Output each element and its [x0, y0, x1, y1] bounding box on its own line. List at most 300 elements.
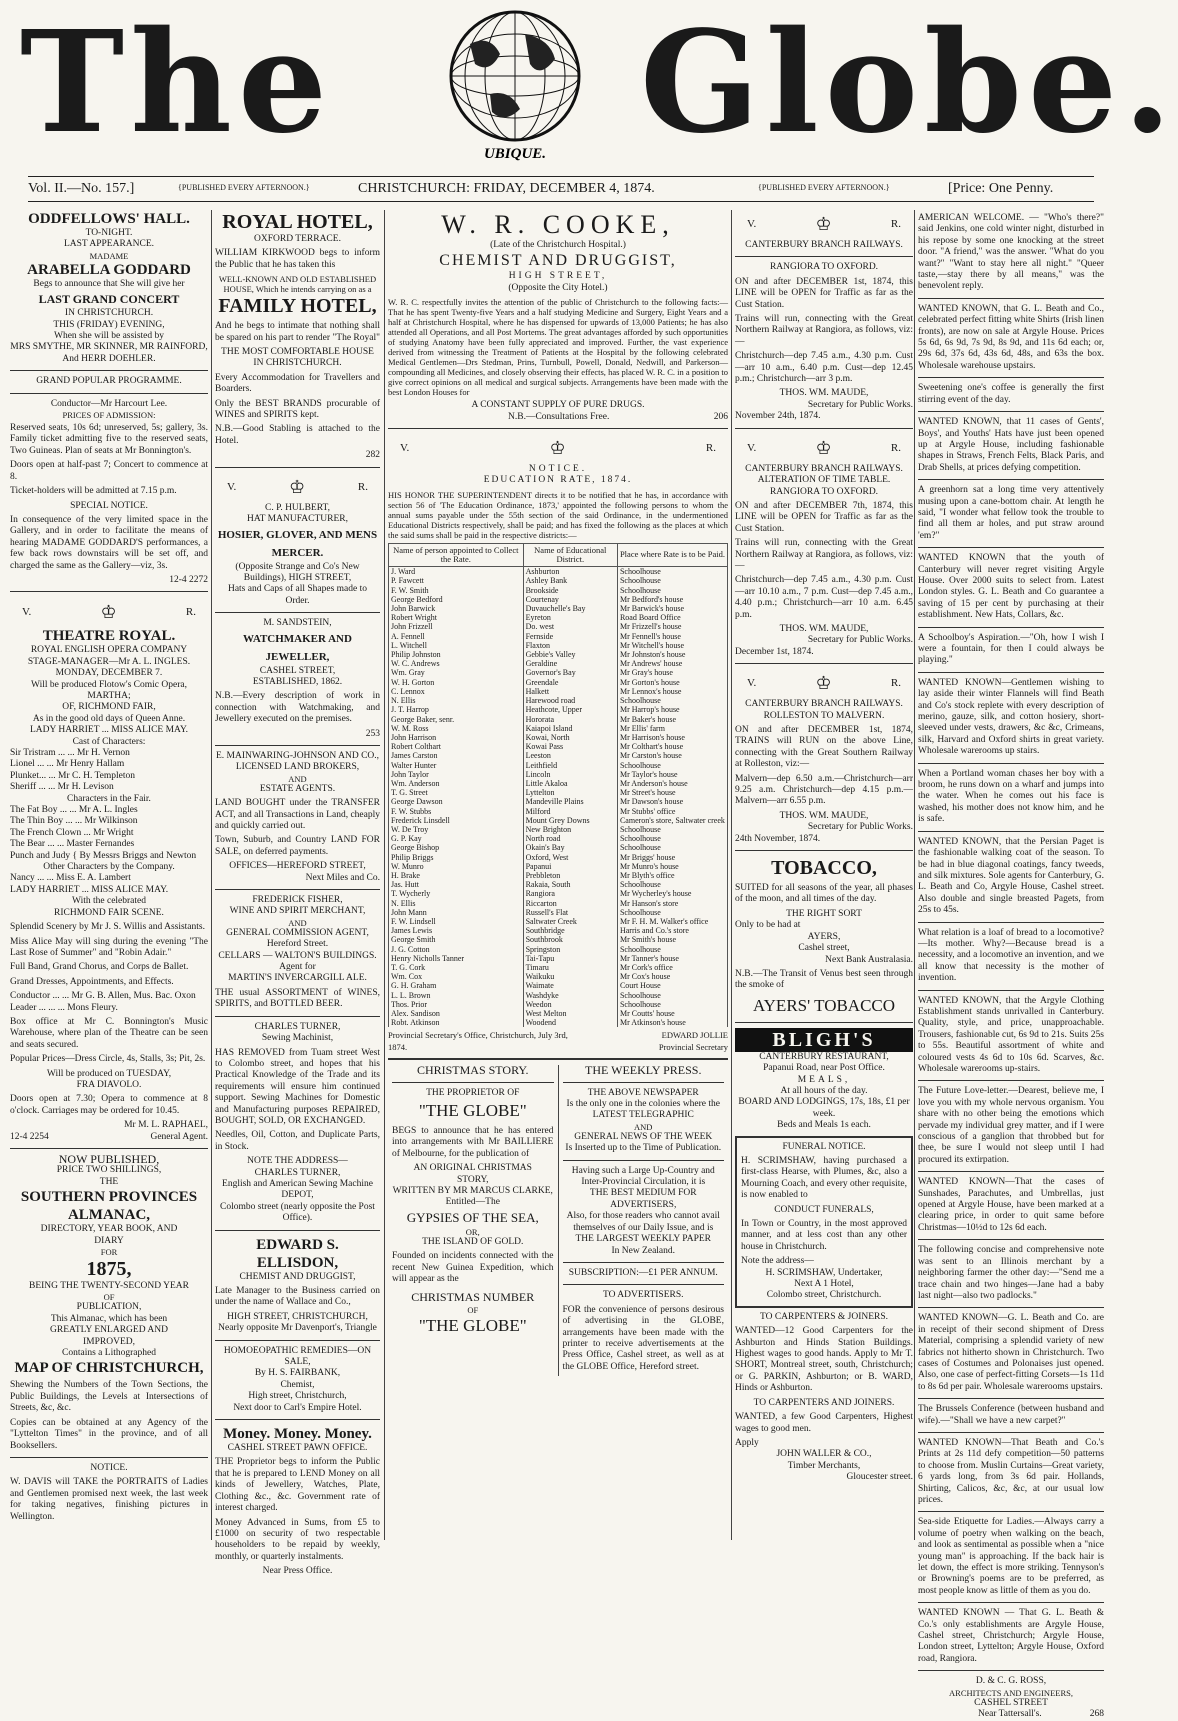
ad-text: General Agent. — [150, 1131, 208, 1142]
masthead-title-right: Globe. — [640, 1, 1178, 165]
table-cell: Oxford, West — [523, 853, 617, 862]
ad-text: BOARD AND LODGINGS, 17s, 18s, £1 per week. — [738, 1097, 910, 1119]
table-cell: Southbridge — [523, 926, 617, 935]
ad-text: HIGH STREET, — [508, 271, 608, 282]
ad-text: FRA DIAVOLO. — [76, 1079, 142, 1090]
ad-text: CHARLES TURNER, — [254, 1167, 341, 1178]
ad-text: Next A 1 Hotel, — [794, 1279, 854, 1290]
table-cell: North road — [523, 834, 617, 843]
table-cell: George Smith — [389, 935, 524, 944]
ad-text: SUBSCRIPTION:—£1 PER ANNUM. — [568, 1267, 718, 1278]
ad-text: Money Advanced in Sums, from £5 to £1000 on security of two respectable householders to be repaid by weekly, monthly, or quarterly instalments. — [215, 1517, 380, 1562]
table-cell: N. Ellis — [389, 899, 524, 908]
ad-text: Shewing the Numbers of the Town Sections, the Public Buildings, the Levels at Intersections of Streets, &c, &c. — [10, 1380, 208, 1414]
ad-text: ROYAL ENGLISH OPERA COMPANY — [30, 645, 188, 656]
table-cell: Mr Harrop's house — [617, 705, 727, 714]
table-cell: Mr Lennox's house — [617, 687, 727, 696]
table-cell: Lyttelton — [523, 788, 617, 797]
ad-text: At all hours of the day. — [780, 1085, 868, 1096]
ad-text: Christchurch—dep 7.45 a.m., 4.30 p.m. Cust—arr 10 a.m., 6.40 p.m. Cust—dep 12.45 p.m.; Christchurch—arr 3 p.m. — [735, 351, 913, 385]
ad-heading: EDWARD S. ELLISDON, — [256, 1236, 339, 1271]
table-row — [389, 724, 728, 733]
table-cell: G. P. Kay — [389, 834, 524, 843]
table-cell: Schoolhouse — [617, 586, 727, 595]
railway-heading: CANTERBURY BRANCH RAILWAYS. — [745, 463, 903, 474]
cast-item: LADY HARRIET ... MISS ALICE MAY. — [10, 884, 169, 895]
table-cell: Wm. Cox — [389, 972, 524, 981]
table-cell: George Dawson — [389, 797, 524, 806]
ad-text: THE — [99, 1176, 119, 1187]
table-cell: Brookside — [523, 586, 617, 595]
table-cell: John Harrison — [389, 733, 524, 742]
table-cell: Timaru — [523, 963, 617, 972]
table-row — [389, 889, 728, 898]
ad-text: CASHEL STREET PAWN OFFICE. — [227, 1443, 368, 1454]
ad-text: OFFICES—HEREFORD STREET, — [229, 861, 366, 872]
table-row — [389, 632, 728, 641]
table-cell: T. Wycherly — [389, 889, 524, 898]
cast-item: Characters in the Fair. — [67, 793, 151, 804]
ad-text: Every Accommodation for Travellers and Boarders. — [215, 372, 380, 395]
crest-icon: ♔ — [815, 437, 832, 458]
ad-text: (Late of the Christchurch Hospital.) — [490, 240, 626, 250]
ad-text: WANTED, a few Good Carpenters, Highest wages to good men. — [735, 1412, 913, 1434]
ad-text: ROLLESTON TO MALVERN. — [763, 710, 885, 721]
crest-icon: ♔ — [815, 673, 832, 694]
table-cell: Papanui — [523, 862, 617, 871]
ad-text: PUBLICATION, — [76, 1302, 142, 1313]
table-cell: Rakaia, South — [523, 880, 617, 889]
motto: UBIQUE. — [483, 146, 547, 162]
weekly-press-heading: THE WEEKLY PRESS. — [585, 1063, 702, 1078]
table-cell: Leeston — [523, 751, 617, 760]
ad-text: MONDAY, DECEMBER 7. — [55, 668, 163, 679]
ad-ref: 12-4 2272 — [169, 574, 208, 585]
ad-heading: ARABELLA GODDARD — [27, 261, 191, 278]
ad-text: Hats and Caps of all Shapes made to Order. — [227, 584, 368, 606]
ad-text: MADAME — [89, 250, 129, 261]
table-row — [389, 917, 728, 926]
ad-text: Grand Dresses, Appointments, and Effects. — [10, 976, 174, 987]
table-cell: Kaiapoi Island — [523, 724, 617, 733]
cast-item: Lionel ... ... Mr Henry Hallam — [10, 759, 125, 770]
table-row — [389, 926, 728, 935]
table-cell: Philip Johnston — [389, 650, 524, 659]
ad-text: BEING THE TWENTY-SECOND YEAR — [29, 1281, 189, 1292]
table-cell: N. Ellis — [389, 696, 524, 705]
ad-text: MARTHA; — [87, 690, 131, 701]
column-item: WANTED KNOWN, that 11 cases of Gents', Boys', and Youths' Hats have just been opened up at Argyle House, including fashionable shapes in Straws, French Felts, Black Paris, and Drab Shells, at prices defying competition. — [918, 417, 1104, 473]
ad-text: ARCHITECTS AND ENGINEERS, — [949, 1687, 1073, 1698]
ad-text: Cast of Characters: — [72, 736, 146, 747]
ad-text: Begs to announce that She will give her — [33, 278, 185, 289]
table-row — [389, 871, 728, 880]
ad-text: Christchurch—dep 7.45 a.m., 4.30 p.m. Cust—arr 10.10 a.m., 7 p.m. Cust—dep 7.45 a.m., 4.40 p.m.; Christchurch—arr 10 a.m. 6.45 p.m. — [735, 575, 913, 620]
table-cell: Schoolhouse — [617, 908, 727, 917]
column-item: The Future Love-letter.—Dearest, believe me, I love you with my whole nervous organism. You share with no other being the emotions which pervade my individual grey matter, and if I were conscious of a ganglion that throbbed but for thee, be sure I would not sleep until I had procured its extirpation. — [918, 1086, 1104, 1165]
ad-text: OR, — [465, 1226, 480, 1237]
ad-text: MRS SMYTHE, MR SKINNER, MR RAINFORD, And HERR DOEHLER. — [10, 342, 208, 364]
column-item: WANTED KNOWN that the youth of Canterbury will never regret visiting Argyle House. Over 2000 suits to select from. Latest London styles. G. L. Beath and Co guarantee a saving of 15 per cent by purchasing at their establishment. New Hats, Collars, &c. — [918, 553, 1104, 621]
ad-text: THOS. WM. MAUDE, — [779, 388, 869, 399]
ad-text: HIGH STREET, CHRISTCHURCH, — [227, 1311, 368, 1322]
ad-heading: EDUCATION RATE, 1874. — [483, 475, 633, 486]
ad-text: THOS. WM. MAUDE, — [779, 623, 869, 634]
table-cell: Lincoln — [523, 770, 617, 779]
oddfellows-hall: ODDFELLOWS' HALL. — [28, 211, 190, 227]
table-row — [389, 954, 728, 963]
ad-text: Popular Prices—Dress Circle, 4s, Stalls, 3s; Pit, 2s. — [10, 1054, 206, 1065]
ad-text: LAND BOUGHT under the TRANSFER ACT, and all Transactions in Land, cheaply and quickly carried out. — [215, 798, 380, 831]
table-row — [389, 576, 728, 585]
ad-text: Only the BEST BRANDS procurable of WINES and SPIRITS kept. — [215, 398, 380, 421]
ad-text: AN ORIGINAL CHRISTMAS — [413, 1163, 532, 1174]
table-row — [389, 705, 728, 714]
table-cell: Southbrook — [523, 935, 617, 944]
ad-text: AYERS, — [807, 931, 841, 942]
table-cell: L. L. Brown — [389, 991, 524, 1000]
ayers-tobacco-heading: AYERS' TOBACCO — [752, 995, 896, 1015]
table-cell: W. De Troy — [389, 825, 524, 834]
ad-text: LAST APPEARANCE. — [63, 239, 155, 250]
issue-date: CHRISTCHURCH: FRIDAY, DECEMBER 4, 1874. — [358, 181, 655, 196]
ad-text: CASHEL STREET — [974, 1697, 1048, 1708]
royal-crest — [10, 597, 208, 627]
ad-text: Having such a Large Up-Country and Inter-Provincial Circulation, it is — [571, 1165, 715, 1188]
ad-text: SUITED for all seasons of the year, all phases of the moon, and all times of the day. — [735, 883, 913, 905]
ad-text: Timber Merchants, — [787, 1460, 861, 1471]
table-cell: Mr Street's house — [617, 788, 727, 797]
crest-icon: ♔ — [100, 601, 117, 622]
ad-heading: TO CARPENTERS & JOINERS. — [759, 1311, 889, 1322]
ad-text: WANTED—12 Good Carpenters for the Ashburton and Hinds Station Buildings. Highest wages to good hands. Apply to Mr T. SHORT, Montreal street, south, Christchurch; or G. PARKIN, Ashburton; or B. WARD, Hinds or Ashburton. — [735, 1326, 913, 1394]
table-cell: Eyreton — [523, 613, 617, 622]
ad-text: W. DAVIS will TAKE the PORTRAITS of Ladies and Gentlemen promised next week, the last week for taking negatives, finishing pictures in Wellington. — [10, 1477, 208, 1522]
ad-heading: M. SANDSTEIN, — [263, 618, 332, 629]
ad-text: THOS. WM. MAUDE, — [779, 810, 869, 821]
ad-text: OF, RICHMOND FAIR, — [62, 702, 156, 713]
ad-text: Entitled—The — [445, 1197, 500, 1208]
ad-text: N.B.—The Transit of Venus best seen through the smoke of — [735, 968, 913, 991]
crest-r: R. — [705, 442, 716, 455]
table-cell: Harewood road — [523, 696, 617, 705]
railway-heading: CANTERBURY BRANCH RAILWAYS. — [745, 699, 903, 710]
table-row — [389, 770, 728, 779]
table-row — [389, 972, 728, 981]
ad-text: Secretary for Public Works. — [807, 399, 913, 410]
ad-heading: FREDERICK FISHER, — [252, 895, 343, 906]
ad-text: THE BEST MEDIUM FOR ADVERTISERS, — [589, 1188, 697, 1210]
table-row — [389, 779, 728, 788]
crest-v: V. — [747, 441, 757, 454]
ad-text: Full Band, Grand Chorus, and Corps de Ballet. — [10, 962, 189, 973]
ad-text: Reserved seats, 10s 6d; unreserved, 5s; gallery, 3s. Family ticket admitting five to the reserved seats, Two Guineas. Plan of seats at Mr Bonnington's. — [10, 423, 208, 456]
table-cell: W. Munro — [389, 862, 524, 871]
table-cell: Springston — [523, 945, 617, 954]
ad-text: W. R. C. respectfully invites the attention of the public of Christchurch to the following facts:—That he has spent Twenty-five Years and a half studying Medicine and Surgery, Eight Years and a half at Christchurch Hospital, where he has dispensed for upwards of 13,000 Patients; he has also attended all Operations, and all Post Mortems. The great advantages afforded by such opportunities of studying Anatomy have been fully appreciated and improved. Further, the vast experience derived from witnessing the Treatment of Patients at the Hospital by the following celebrated Medical Gentlemen—Drs Stedman, Prins, Turnbull, Powell, Donald, Nedwill, and Parkerson—compounding all Medicines, and closely observing their effects, has placed W. R. C. in a position to give correct opinions on all medical and surgical subjects. Arrangements have been made with the best London Houses for — [388, 297, 728, 398]
table-cell: Mr Frizzell's house — [617, 622, 727, 631]
table-cell: Mr Barwick's house — [617, 604, 727, 613]
cast-item: Nancy ... ... Miss E. A. Lambert — [10, 873, 131, 884]
crest-v: V. — [747, 677, 757, 690]
cast-item: Other Characters by the Company. — [43, 862, 175, 873]
now-published: NOW PUBLISHED, — [58, 1152, 160, 1166]
table-cell: Greendale — [523, 678, 617, 687]
ad-text: ALTERATION OF TIME TABLE. — [757, 475, 891, 486]
table-row — [389, 650, 728, 659]
ad-text: THE LARGEST WEEKLY PAPER — [575, 1234, 711, 1245]
table-cell: L. Witchell — [389, 641, 524, 650]
ad-text: High street, Christchurch, — [248, 1391, 347, 1402]
table-cell: Mr Taylor's house — [617, 770, 727, 779]
table-cell: George Bishop — [389, 843, 524, 852]
table-cell: Milford — [523, 807, 617, 816]
ad-text: Only to be had at — [735, 920, 801, 931]
table-row — [389, 668, 728, 677]
table-cell: Mr Tanner's house — [617, 954, 727, 963]
column-item: WANTED KNOWN — That G. L. Beath & Co.'s only establishments are Argyle House, Cashel street, Christchurch; Argyle House, London street, Lyttelton; Argyle House, Oxford road, Rangiora. — [918, 1608, 1104, 1664]
ad-ref: 268 — [1089, 1709, 1104, 1720]
table-cell: Schoolhouse — [617, 696, 727, 705]
ad-text: In Town or Country, in the most approved manner, and at less cost than any other house in Christchurch. — [741, 1219, 907, 1252]
ad-text: HAT MANUFACTURER, — [247, 514, 348, 525]
ad-text: RICHMOND FAIR SCENE. — [54, 907, 164, 918]
table-row — [389, 862, 728, 871]
theatre-royal-heading: THEATRE ROYAL. — [42, 628, 176, 645]
ad-text: Contains a Lithographed — [62, 1348, 156, 1359]
ad-text: CASHEL STREET, — [259, 665, 336, 676]
ad-text: TO ADVERTISERS. — [602, 1290, 684, 1301]
ad-text: Papanui Road, near Post Office. — [763, 1063, 885, 1074]
ad-text: Splendid Scenery by Mr J. S. Willis and Assistants. — [10, 922, 205, 933]
table-cell: Mr Colthart's house — [617, 742, 727, 751]
ad-text: BEGS to announce that he has entered into arrangements with Mr BAILLIERE of Melbourne, for the publication of — [392, 1126, 554, 1159]
table-header: Name of Educational District. — [523, 543, 617, 566]
ad-text: STORY, — [456, 1174, 489, 1185]
cast-item: The Bear ... ... Master Fernandes — [10, 839, 135, 850]
table-cell: Ashley Bank — [523, 576, 617, 585]
ad-heading: GYPSIES OF THE SEA, — [406, 1209, 539, 1225]
education-rate-table — [388, 543, 728, 1028]
ad-text: Is the only one in the colonies where the — [566, 1099, 721, 1110]
table-cell: Mr Cork's office — [617, 963, 727, 972]
ad-text: Miss Alice May will sing during the evening "The Last Rose of Summer" and "Robin Adair." — [10, 936, 208, 958]
table-row — [389, 687, 728, 696]
table-cell: Mr Johnston's house — [617, 650, 727, 659]
ad-text: ON and after DECEMBER 1st, 1874, this LINE will be OPEN for Traffic as far as the Cust Station. — [735, 276, 913, 310]
crest-r: R. — [890, 677, 901, 690]
table-cell: Mr Blyth's office — [617, 871, 727, 880]
ad-text: AND — [288, 773, 307, 784]
table-cell: George Bedford — [389, 595, 524, 604]
ad-text: Trains will run, connecting with the Great Northern Railway at Rangiora, as follows, viz:— — [735, 314, 913, 347]
column-item: WANTED KNOWN—G. L. Beath and Co. are in receipt of their second shipment of Dress Material, comprising a splendid variety of new fabrics not hitherto shown in Christchurch. Two cases of Costumes and Polonaises just opened. Also, one case of perfect-fitting Corsets—1s 11d to 8s 6d per pair. Wholesale warerooms upstairs. — [918, 1313, 1104, 1392]
ad-text: EDWARD JOLLIE — [661, 1030, 728, 1041]
cast-item: Punch and Judy { By Messrs Briggs and Newton — [10, 850, 197, 861]
table-cell: New Brighton — [523, 825, 617, 834]
table-cell: Halkett — [523, 687, 617, 696]
column-item: WANTED KNOWN—That Beath and Co.'s Prints at 2s 11d defy competition—50 patterns to choose from. Muslin Curtains—Great variety, 6 yards long, from 3s 6d pair. Hollands, Shirting, Calicos, &c, &c, at our usual low prices. — [918, 1437, 1104, 1505]
column-item: Sweetening one's coffee is generally the first stirring event of the day. — [918, 383, 1104, 405]
ad-text: STAGE-MANAGER—Mr A. L. INGLES. — [27, 656, 191, 667]
table-cell: Mr F. H. M. Walker's office — [617, 917, 727, 926]
table-cell: Mr Cox's house — [617, 972, 727, 981]
ad-heading: CHRISTMAS NUMBER — [411, 1289, 535, 1304]
ad-text: This Almanac, which has been — [50, 1313, 168, 1324]
table-cell: Do. west — [523, 622, 617, 631]
ad-text: JOHN WALLER & CO., — [776, 1449, 872, 1460]
ad-text: Trains will run, connecting with the Great Northern Railway at Rangiora, as follows, viz:— — [735, 538, 913, 571]
table-cell: F. W. Stubbs — [389, 807, 524, 816]
ad-text: 24th November, 1874. — [735, 833, 821, 844]
table-cell: Geraldine — [523, 659, 617, 668]
ad-text: IN CHRISTCHURCH. — [64, 308, 154, 319]
ad-text: English and American Sewing Machine — [222, 1178, 373, 1189]
column-item: When a Portland woman chases her boy with a broom, he runs down on a wharf and jumps into the water. When he comes out his face is washed, his mother does not know him, and he is safe. — [918, 768, 1104, 825]
column-item: What relation is a loaf of bread to a locomotive?—Its mother. Why?—Because bread is a necessity, and a locomotive an invention, and we all know that necessity is the mother of invention. — [918, 927, 1104, 984]
ad-text: MARTIN'S INVERCARGILL ALE. — [228, 973, 367, 984]
ad-ref: 206 — [713, 411, 728, 422]
table-cell: Washdyke — [523, 991, 617, 1000]
table-cell: T. G. Street — [389, 788, 524, 797]
table-cell: Mr Ellis' farm — [617, 724, 727, 733]
table-row — [389, 963, 728, 972]
table-cell: A. Fennell — [389, 632, 524, 641]
table-cell: John Barwick — [389, 604, 524, 613]
column-item: WANTED KNOWN—Gentlemen wishing to lay aside their winter Flannels will find Beath and Co's stock replete with every description of merino, gauze, silk, and cotton hosiery, short-sleeved under vests, drawers, &c &c, Crimeans, silk, Harvard and Oxford shirts in great variety. Wholesale warerooms up stairs. — [918, 677, 1104, 757]
volume-number: Vol. II.—No. 157.] — [28, 181, 135, 196]
table-row — [389, 788, 728, 797]
table-row — [389, 1000, 728, 1009]
ad-heading: "THE GLOBE" — [418, 1101, 527, 1121]
column-item: Sea-side Etiquette for Ladies.—Always carry a volume of poetry when walking on the beach, and look as sentimental as possible when a "nice young man" is approaching. If the back hair is let down, the effect is more striking. Tennyson's or Browning's poems are to be preferred, as most people know as little of them as you do. — [918, 1517, 1104, 1596]
crest-r: R. — [185, 605, 196, 618]
ad-text: Agent for — [279, 962, 316, 973]
ad-heading: E. MAINWARING-JOHNSON AND CO., — [215, 750, 380, 761]
table-cell: Robert Colthart — [389, 742, 524, 751]
ad-text: LADY HARRIET ... MISS ALICE MAY. — [29, 725, 189, 736]
table-row — [389, 742, 728, 751]
ad-text: Secretary for Public Works. — [807, 822, 913, 833]
ad-text: Will be produced Flotow's Comic Opera, — [31, 679, 187, 690]
ad-text: With the celebrated — [72, 896, 146, 907]
ad-text: HAS REMOVED from Tuam street West to Colombo street, and hopes that his Practical Knowledge of the Trade and its requirements will ensure him continued support. Sewing Machines for Domestic and Manufacturing purposes REPAIRED, BOUGHT, SOLD, OR EXCHANGED. — [215, 1047, 380, 1126]
table-cell: Schoolhouse — [617, 880, 727, 889]
ad-text: Next door to Carl's Empire Hotel. — [233, 1402, 362, 1413]
table-cell: West Melton — [523, 1009, 617, 1018]
royal-crest — [215, 473, 380, 503]
table-cell: P. Fawcett — [389, 576, 524, 585]
table-cell: Riccarton — [523, 899, 617, 908]
masthead — [0, 0, 1178, 170]
cooke-heading: W. R. COOKE, — [441, 210, 675, 239]
table-cell: Gebbie's Valley — [523, 650, 617, 659]
ad-text: Sewing Machinist, — [261, 1033, 334, 1044]
table-cell: Walter Hunter — [389, 761, 524, 770]
ad-text: CANTERBURY RESTAURANT, — [759, 1051, 889, 1062]
table-cell: Fernside — [523, 632, 617, 641]
column-item: The Brussels Conference (between husband and wife).—"Shall we have a new carpet?" — [918, 1404, 1104, 1426]
funeral-notice — [735, 1136, 913, 1308]
table-cell: Saltwater Creek — [523, 917, 617, 926]
column-3 — [388, 210, 728, 1540]
ad-text: NOTICE. — [90, 1462, 128, 1473]
ad-text: Gloucester street. — [846, 1472, 913, 1483]
table-cell: Waimate — [523, 981, 617, 990]
ad-text: Is Inserted up to the Time of Publication. — [565, 1143, 722, 1154]
table-row — [389, 991, 728, 1000]
ad-text: By H. S. FAIRBANK, — [254, 1368, 341, 1379]
table-row — [389, 751, 728, 760]
table-row — [389, 1018, 728, 1027]
table-cell: Kowai, North — [523, 733, 617, 742]
family-hotel-heading: FAMILY HOTEL, — [218, 295, 377, 318]
ad-text: (Opposite the City Hotel.) — [508, 282, 608, 293]
table-cell: W. M. Ross — [389, 724, 524, 733]
ad-text: THE ABOVE NEWSPAPER — [587, 1087, 699, 1098]
table-cell: J. Ward — [389, 567, 524, 577]
column-4 — [735, 210, 913, 1540]
table-row — [389, 853, 728, 862]
table-cell: Prebbleton — [523, 871, 617, 880]
cast-list — [10, 748, 208, 896]
table-row — [389, 715, 728, 724]
table-cell: Robert Wright — [389, 613, 524, 622]
table-cell: Rangiora — [523, 889, 617, 898]
ad-text: CHEMIST AND DRUGGIST, — [239, 1271, 356, 1282]
ad-text: Cashel street, — [798, 943, 850, 954]
ad-text: NOTE THE ADDRESS— — [247, 1156, 348, 1167]
table-cell: Schoolhouse — [617, 945, 727, 954]
royal-crest — [388, 434, 728, 464]
table-row — [389, 641, 728, 650]
table-row — [389, 567, 728, 577]
ad-text: Copies can be obtained at any Agency of the "Lyttelton Times" in the province, and of all Booksellers. — [10, 1417, 208, 1451]
table-cell: Courtenay — [523, 595, 617, 604]
ad-text: TO-NIGHT. — [85, 228, 133, 238]
table-row — [389, 586, 728, 595]
column-2 — [215, 210, 380, 1577]
table-cell: Mr Coutts' house — [617, 1009, 727, 1018]
ad-text: CONDUCT FUNERALS, — [774, 1204, 874, 1215]
table-cell: Mr Stubbs' office — [617, 807, 727, 816]
table-cell: Mandeville Plains — [523, 797, 617, 806]
table-cell: John Frizzell — [389, 622, 524, 631]
ad-text: THE usual ASSORTMENT of WINES, SPIRITS, and BOTTLED BEER. — [215, 987, 380, 1010]
ad-text: Founded on incidents connected with the recent New Guinea Expedition, which will appear as the — [392, 1251, 554, 1285]
table-cell: Woodend — [523, 1018, 617, 1027]
table-cell: George Baker, senr. — [389, 715, 524, 724]
table-row — [389, 899, 728, 908]
table-cell: Waikuku — [523, 972, 617, 981]
publication-note-left: {PUBLISHED EVERY AFTERNOON.} — [178, 183, 310, 192]
ad-heading: FUNERAL NOTICE. — [782, 1141, 866, 1152]
table-cell: Schoolhouse — [617, 991, 727, 1000]
blighs-heading: BLIGH'S — [735, 1028, 913, 1052]
table-cell: John Mann — [389, 908, 524, 917]
ad-ref: 12-4 2254 — [10, 1131, 49, 1142]
ad-text: DIARY — [94, 1235, 124, 1246]
table-row — [389, 825, 728, 834]
ad-text: Hereford Street. — [266, 939, 329, 950]
table-cell: Governor's Bay — [523, 668, 617, 677]
table-cell: Robt. Atkinson — [389, 1018, 524, 1027]
table-cell: Mr Bedford's house — [617, 595, 727, 604]
ad-heading: D. & C. G. ROSS, — [975, 1676, 1047, 1687]
ad-text: Colombo street, Christchurch. — [766, 1290, 882, 1301]
table-cell: Hororata — [523, 715, 617, 724]
ad-text: OF — [103, 1292, 115, 1303]
